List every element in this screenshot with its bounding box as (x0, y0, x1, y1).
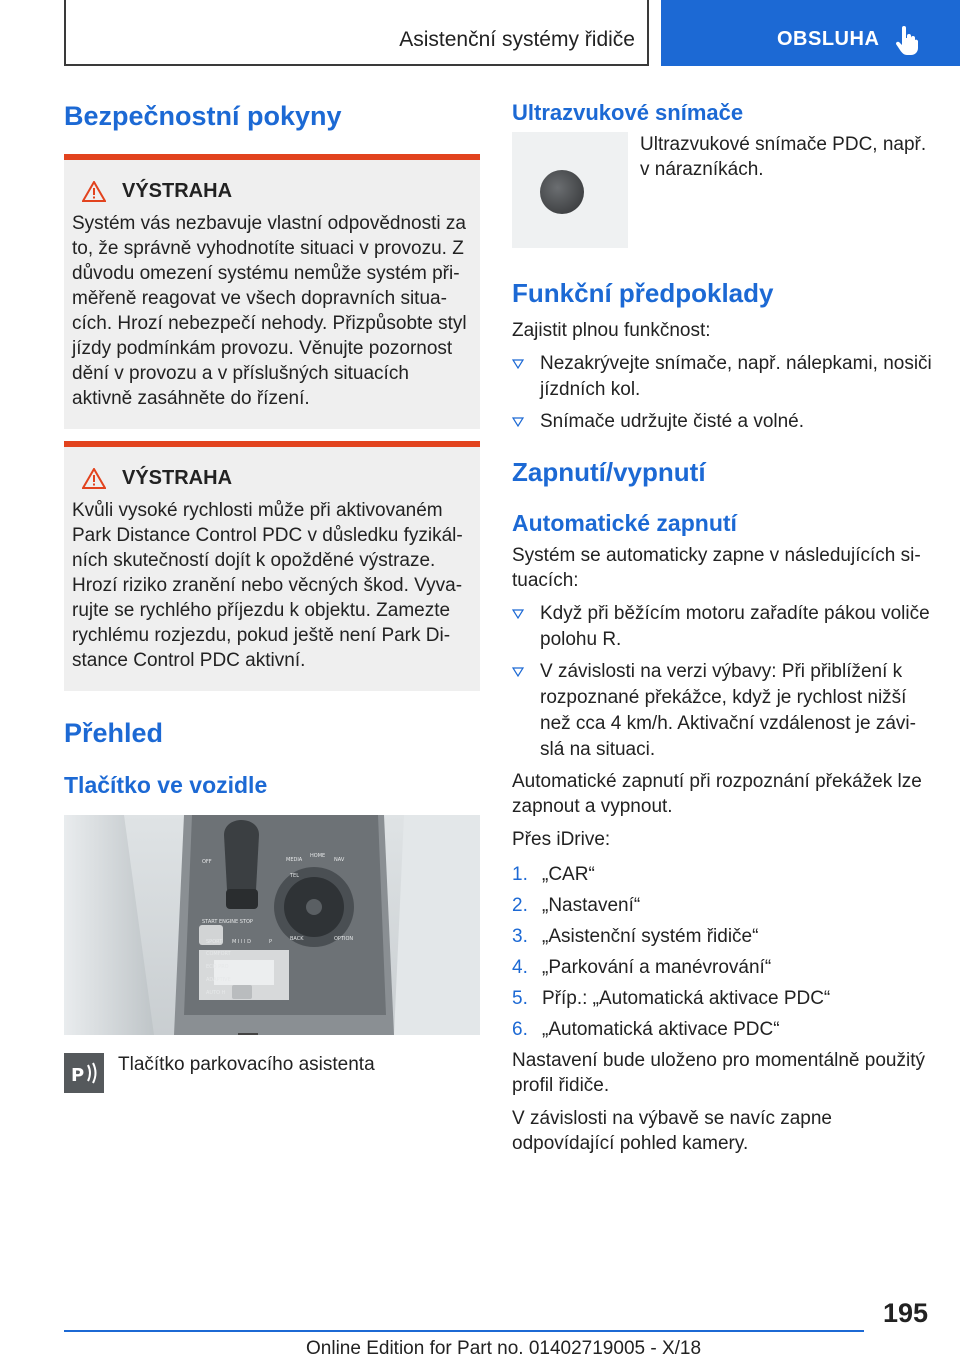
console-label-option: OPTION (334, 936, 354, 943)
prerequisites-list (512, 351, 932, 435)
warning-header (72, 467, 472, 490)
console-label-adaptive: ADAPTIVE (206, 977, 231, 984)
pointing-hand-icon (895, 26, 919, 56)
console-label-back: BACK (290, 936, 304, 943)
list-item: 3. „Asistenční systém řidiče“ (512, 926, 759, 948)
section-title: Asistenční systémy řidiče (399, 28, 635, 51)
triangle-bullet-icon (512, 359, 524, 369)
center-console-image (64, 815, 480, 1035)
button-legend (64, 1053, 480, 1093)
list-item: Když při běžícím motoru zařadíte pákou voliče polohu R. (512, 601, 932, 653)
list-item: Snímače udržujte čisté a volné. (512, 409, 932, 435)
on-off-title: Zapnutí/vypnutí (512, 456, 706, 487)
warning-box (64, 154, 480, 429)
chapter-tab (661, 0, 960, 66)
console-label-p: P (269, 939, 273, 946)
auto-on-title: Automatické zapnutí (512, 509, 737, 536)
warning-icon (82, 181, 106, 202)
saved-note: Nastavení bude uloženo pro momentálně použitý profil řidiče. (512, 1050, 925, 1097)
idrive-intro: Přes iDrive: (512, 829, 611, 851)
console-label-start: START ENGINE STOP (202, 919, 253, 926)
button-caption: Tlačítko parkovacího asistenta (118, 1054, 375, 1076)
section-header (64, 0, 649, 66)
edition-text: Online Edition for Part no. 01402719005 - X/18 (306, 1338, 702, 1359)
page-header (64, 0, 960, 66)
warning-text: Kvůli vysoké rychlosti může při aktivovaném Park Distance Control PDC v důsledku fyzikál- ních skutečností dojít k opožděné výstraze. Hrozí riziko zranění nebo věcných škod. Vyva- rujte se rychlého příjezdu k objektu. Zamezte rychlému rozjezdu, pokud ještě není Park Di- stance Control PDC aktivní. (72, 500, 463, 672)
overview-title: Přehled (64, 718, 164, 749)
list-item: Nezakrývejte snímače, např. nálepkami, nosiči jízdních kol. (512, 351, 932, 403)
warning-label: VÝSTRAHA (122, 180, 233, 203)
console-label-eco: ECO PRO (206, 964, 229, 971)
triangle-bullet-icon (512, 417, 524, 427)
page-number: 195 (882, 1298, 928, 1328)
safety-title: Bezpečnostní pokyny (64, 101, 342, 131)
warning-box (64, 441, 480, 691)
warning-label: VÝSTRAHA (122, 467, 233, 490)
list-item: 5. Příp.: „Automatická aktivace PDC“ (512, 988, 831, 1010)
console-label-auto: AUTO H (206, 990, 226, 997)
console-label-sport: SPORT (206, 939, 223, 946)
list-item: V závislosti na verzi výbavy: Při přiblížení k rozpoznané překážce, když je rychlost nižší než cca 4 km/h. Aktivační vzdálenost je závi- slá na situaci. (512, 659, 932, 763)
auto-on-note: Automatické zapnutí při rozpoznání překážek lze zapnout a vypnout. (512, 771, 922, 818)
right-column (512, 100, 932, 1156)
console-label-comfort: COMFORT (206, 951, 231, 958)
warning-icon (82, 468, 106, 489)
sensors-text: Ultrazvukové snímače PDC, např. v nárazníkách. (640, 134, 927, 181)
console-label-media: MEDIA (286, 857, 303, 864)
camera-note: V závislosti na výbavě se navíc zapne odpovídající pohled kamery. (512, 1108, 833, 1155)
prerequisites-title: Funkční předpoklady (512, 278, 774, 309)
console-label-off: OFF (202, 859, 212, 866)
auto-on-list (512, 601, 932, 763)
list-item: 1. „CAR“ (512, 864, 595, 886)
ultrasonic-sensor-image (512, 132, 628, 248)
left-column (64, 100, 480, 1093)
auto-on-intro: Systém se automaticky zapne v následujících si- tuacích: (512, 545, 921, 592)
warning-text: Systém vás nezbavuje vlastní odpovědnosti za to, že správně vyhodnotíte situaci v provozu. Z důvodu omezení systému nemůže systém při- měřeně reagovat ve všech dopravních situa- cích. Hrozí nebezpečí nehody. Přizpůsobte styl jízdy podmínkám provozu. Věnujte pozornost dění v provozu a v příslušných situacích aktivně zasáhněte do řízení. (72, 213, 467, 410)
footer-divider (64, 1330, 864, 1332)
prerequisites-intro: Zajistit plnou funkčnost: (512, 319, 711, 341)
list-item: 6. „Automatická aktivace PDC“ (512, 1019, 780, 1041)
warning-header (72, 180, 472, 203)
console-label-nav: NAV (334, 857, 345, 864)
svg-text:P: P (71, 1065, 85, 1087)
triangle-bullet-icon (512, 667, 524, 677)
console-label-home: HOME (310, 853, 326, 860)
chapter-title: OBSLUHA (777, 28, 880, 50)
list-item: 2. „Nastavení“ (512, 895, 641, 917)
idrive-steps (512, 862, 932, 1043)
sensors-block (512, 132, 932, 248)
triangle-bullet-icon (512, 609, 524, 619)
list-item: 4. „Parkování a manévrování“ (512, 957, 772, 979)
park-assist-button-icon (64, 1053, 104, 1093)
console-label-tel: TEL (290, 873, 299, 880)
console-label-gear: M I I I D (232, 939, 251, 946)
sensors-title: Ultrazvukové snímače (512, 100, 744, 125)
button-section-title: Tlačítko ve vozidle (64, 771, 268, 798)
